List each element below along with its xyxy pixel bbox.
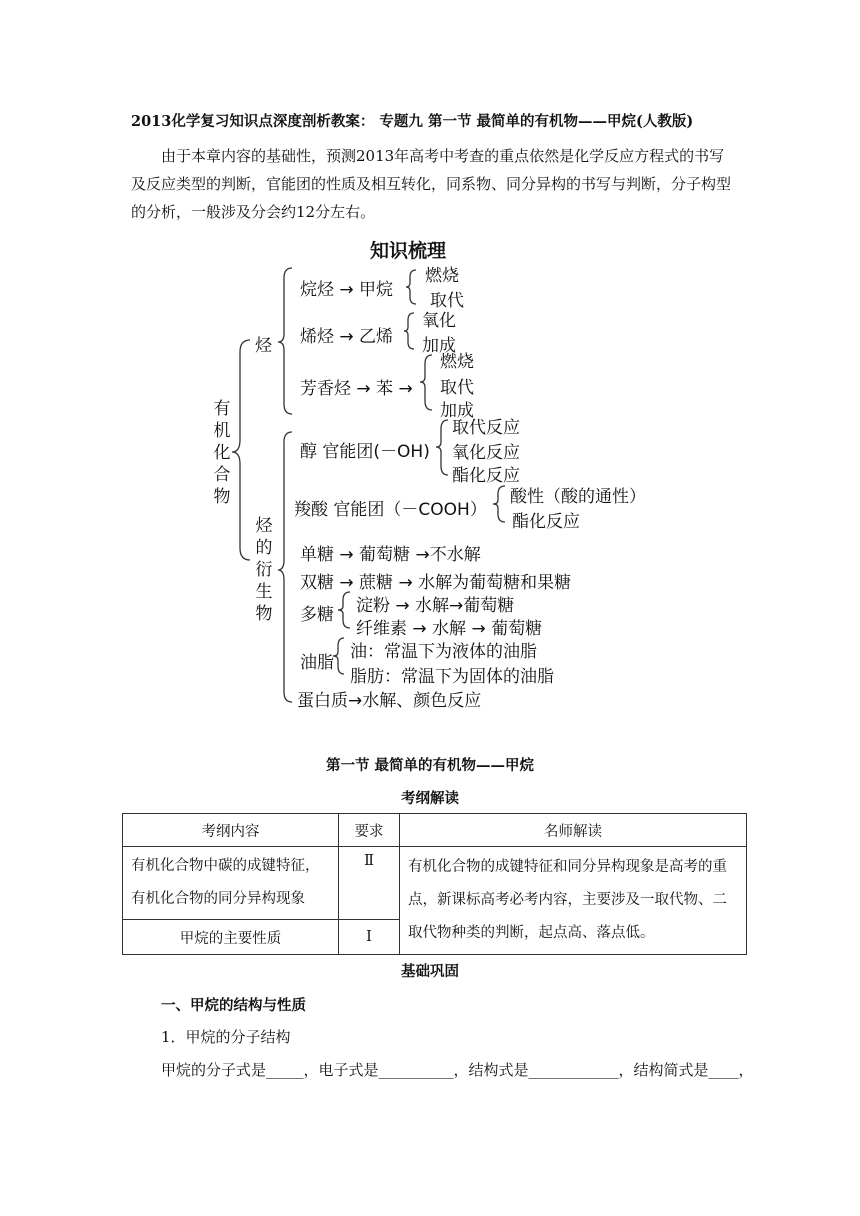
sub1-heading: 1．甲烷的分子结构 [161,1028,291,1046]
alkane-item: 取代 [430,291,464,311]
table-header-cell: 考纲内容 [123,814,339,847]
root-char: 物 [213,487,231,507]
alkene-main: 烯烃 → 乙烯 [300,327,394,347]
alcohol-item: 取代反应 [452,418,520,438]
alkene-item: 加成 [422,336,456,356]
content-line: 有机化合物的同分异构现象 [131,891,305,908]
table-header-row [123,814,747,847]
root-char: 机 [213,421,231,441]
acid-item: 酯化反应 [512,512,580,532]
fat-main: 油脂 [300,653,334,673]
intro-line-1: 由于本章内容的基础性，预测2013年高考中考查的重点依然是化学反应方程式的书写 [161,147,725,165]
aromatic-item: 加成 [440,401,474,421]
derivative-char: 生 [255,582,273,602]
alkane-main: 烷烃 → 甲烷 [300,280,394,300]
hydrocarbon-brace [278,268,292,414]
acid-item: 酸性（酸的通性） [510,487,646,507]
alcohol-item: 酯化反应 [452,466,520,486]
acid-main: 羧酸 官能团（－COOH） [294,500,487,520]
part1-heading: 一、甲烷的结构与性质 [161,997,306,1014]
derivative-char: 烃 [255,516,273,536]
knowledge-map-title: 知识梳理 [370,240,447,262]
content-line: 有机化合物中碳的成键特征， [131,858,320,875]
document-title: 2013化学复习知识点深度剖析教案： 专题九 第一节 最简单的有机物——甲烷(人教版) [131,113,694,130]
table-cell-content: 甲烷的主要性质 [123,920,339,955]
root-char: 合 [213,465,231,485]
derivative-label [254,515,274,625]
alcohol-brace [436,420,448,475]
monosaccharide-line: 单糖 → 葡萄糖 →不水解 [300,545,481,565]
table-row [123,847,747,920]
polysaccharide-main: 多糖 [300,605,334,625]
disaccharide-line: 双糖 → 蔗糖 → 水解为葡萄糖和果糖 [300,573,572,593]
commentary-line: 取代物种类的判断，起点高、落点低。 [408,925,655,941]
commentary-line: 点，新课标高考必考内容，主要涉及一取代物、二 [408,892,727,908]
exam-outline-table [122,813,747,955]
root-brace [232,340,250,560]
derivative-char: 的 [255,538,273,558]
acid-brace [493,486,505,522]
protein-line: 蛋白质→水解、颜色反应 [297,691,482,711]
aromatic-item: 燃烧 [440,352,474,372]
table-cell-requirement: Ⅰ [339,920,400,955]
table-header-cell: 名师解读 [400,814,747,847]
alkane-brace [406,270,416,304]
fat-item: 油：常温下为液体的油脂 [350,642,537,662]
consolidation-heading: 基础巩固 [401,963,459,980]
fill-in-question: 甲烷的分子式是_____，电子式是__________，结构式是____________，结构简式是____， [161,1061,754,1079]
hydrocarbon-label: 烃 [255,336,272,356]
alkene-brace [404,313,414,349]
root-char: 化 [213,443,231,463]
alkane-item: 燃烧 [425,266,459,286]
polysaccharide-item: 纤维素 → 水解 → 葡萄糖 [356,619,543,639]
derivative-brace [278,432,292,702]
derivative-char: 衍 [255,560,273,580]
aromatic-item: 取代 [440,378,474,398]
table-title: 考纲解读 [401,790,459,807]
polysaccharide-brace [338,592,350,628]
aromatic-brace [420,355,432,410]
commentary-line: 有机化合物的成键特征和同分异构现象是高考的重 [408,859,727,875]
intro-line-3: 的分析，一般涉及分会约12分左右。 [131,203,376,221]
alcohol-item: 氧化反应 [452,443,520,463]
fat-item: 脂肪：常温下为固体的油脂 [350,667,554,687]
fat-brace [333,638,344,674]
table-cell-commentary [400,847,747,955]
alcohol-main: 醇 官能团(－OH) [300,442,430,462]
root-char: 有 [213,399,231,419]
table-cell-requirement: Ⅱ [339,847,400,920]
polysaccharide-item: 淀粉 → 水解→葡萄糖 [356,596,515,616]
intro-line-2: 及反应类型的判断，官能团的性质及相互转化，同系物、同分异构的书写与判断，分子构型 [131,175,732,193]
alkene-item: 氧化 [422,311,456,331]
table-header-cell: 要求 [339,814,400,847]
section-heading: 第一节 最简单的有机物——甲烷 [325,757,535,774]
aromatic-main: 芳香烃 → 苯 → [300,379,413,399]
derivative-char: 物 [255,604,273,624]
table-cell-content [123,847,339,920]
